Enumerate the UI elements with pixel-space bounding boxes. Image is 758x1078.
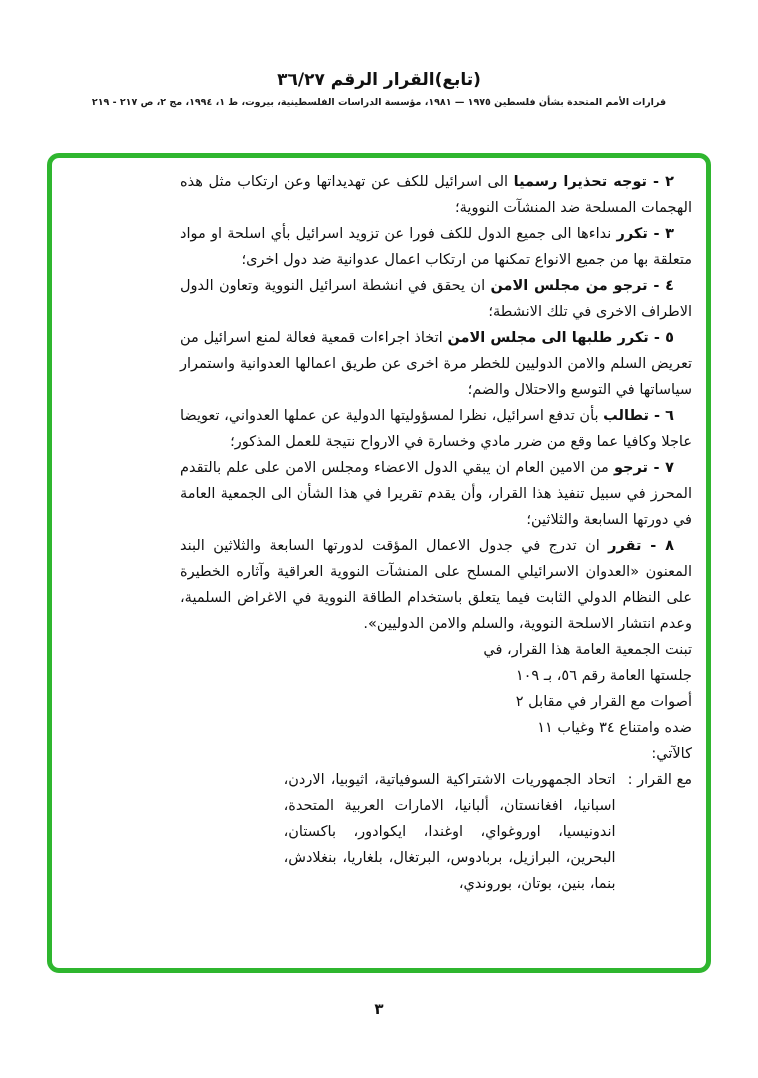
clause-lead: ٧ - ترجو bbox=[613, 460, 675, 476]
vote-line: أصوات مع القرار في مقابل ٢ bbox=[515, 694, 692, 710]
resolution-clause: ٦ - تطالب بأن تدفع اسرائيل، نظرا لمسؤوليتها الدولية عن عملها العدواني، تعويضا عاجلا وكافيا عما وقع من ضرر مادي وخسارة في الارواح نتيجة للعمل المذكور؛ bbox=[180, 408, 692, 450]
document-header bbox=[0, 70, 758, 108]
vote-with-countries: اتحاد الجمهوريات الاشتراكية السوفياتية، اثيوبيا، الاردن، اسبانيا، افغانستان، ألبانيا، الامارات العربية المتحدة، اندونيسيا، اوروغواي، اوغندا، ايكوادور، باكستان، البحرين، البرازيل، بربادوس، البرتغال، بلغاريا، بنغلادش، بنما، بنين، بوتان، بوروندي، bbox=[283, 772, 616, 892]
clause-lead: ٤ - ترجو من مجلس الامن bbox=[490, 278, 674, 294]
vote-with-row bbox=[180, 767, 692, 897]
vote-line: جلستها العامة رقم ٥٦، بـ ١٠٩ bbox=[515, 668, 692, 684]
document-source-line: قرارات الأمم المتحدة بشأن فلسطين ١٩٧٥ — ١٩٨١، مؤسسة الدراسات الفلسطينية، بيروت، ط ١، ١٩٩٤، مج ٢، ص ٢١٧ - ٢١٩ bbox=[91, 97, 667, 108]
vote-line: ضده وامتناع ٣٤ وغياب ١١ bbox=[537, 720, 692, 736]
vote-summary-block bbox=[180, 637, 692, 767]
resolution-clause: ٢ - توجه تحذيرا رسميا الى اسرائيل للكف عن تهديداتها وعن ارتكاب مثل هذه الهجمات المسلحة ضد المنشآت النووية؛ bbox=[180, 174, 692, 216]
vote-line: تبنت الجمعية العامة هذا القرار، في bbox=[483, 642, 692, 658]
resolution-clauses bbox=[180, 169, 692, 637]
vote-with-label: مع القرار : bbox=[627, 772, 692, 788]
clause-lead: ٨ - تقرر bbox=[608, 538, 674, 554]
document-title: (تابع)القرار الرقم ٣٦/٢٧ bbox=[277, 70, 481, 90]
resolution-clause: ٣ - تكرر نداءها الى جميع الدول للكف فورا عن تزويد اسرائيل بأي اسلحة او مواد متعلقة بها من جميع الانواع تمكنها من ارتكاب اعمال عدوانية ضد دول اخرى؛ bbox=[180, 226, 692, 268]
clause-lead: ٢ - توجه تحذيرا رسميا bbox=[513, 174, 674, 190]
clause-lead: ٣ - تكرر bbox=[616, 226, 674, 242]
resolution-clause: ٥ - تكرر طلبها الى مجلس الامن اتخاذ اجراءات قمعية فعالة لمنع اسرائيل من تعريض السلم والامن الدوليين للخطر مرة اخرى عن طريق اعمالها العدوانية واستمرار سياساتها في التوسع والاحتلال والضم؛ bbox=[180, 330, 692, 398]
vote-line: كالآتي: bbox=[651, 746, 692, 762]
clause-lead: ٥ - تكرر طلبها الى مجلس الامن bbox=[447, 330, 674, 346]
resolution-clause: ٤ - ترجو من مجلس الامن ان يحقق في انشطة اسرائيل النووية وتعاون الدول الاطراف الاخرى في تلك الانشطة؛ bbox=[180, 278, 692, 320]
resolution-clause: ٨ - تقرر ان تدرج في جدول الاعمال المؤقت لدورتها السابعة والثلاثين البند المعنون «العدوان الاسرائيلي المسلح على المنشآت النووية العراقية وآثاره الخطيرة على النظام الدولي الثابت فيما يتعلق باستخدام الطاقة النووية في الاغراض السلمية، وعدم انتشار الاسلحة النووية، والسلم والامن الدوليين». bbox=[180, 538, 692, 632]
resolution-clause: ٧ - ترجو من الامين العام ان يبقي الدول الاعضاء ومجلس الامن على علم بالتقدم المحرز في سبيل تنفيذ هذا القرار، وأن يقدم تقريرا في هذا الشأن الى الجمعية العامة في دورتها السابعة والثلاثين؛ bbox=[180, 460, 692, 528]
page-number: ٣ bbox=[374, 1000, 384, 1018]
highlight-border-box bbox=[47, 153, 711, 973]
clause-lead: ٦ - تطالب bbox=[603, 408, 674, 424]
